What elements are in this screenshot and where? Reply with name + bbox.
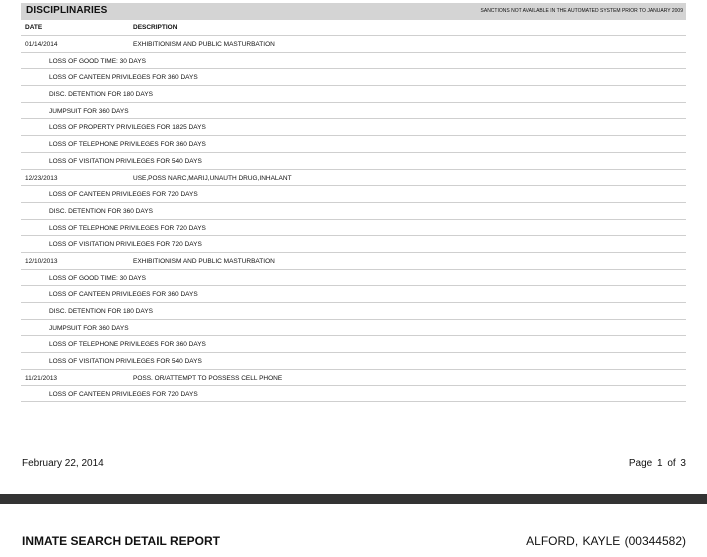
incident-description: EXHIBITIONISM AND PUBLIC MASTURBATION — [133, 41, 275, 48]
incident-description: USE,POSS NARC,MARIJ,UNAUTH DRUG,INHALANT — [133, 174, 292, 182]
sanction-text: DISC. DETENTION FOR 180 DAYS — [49, 308, 153, 315]
incident-row — [21, 369, 686, 386]
sanction-text: LOSS OF CANTEEN PRIVILEGES FOR 360 DAYS — [49, 291, 198, 299]
sanction-text: JUMPSUIT FOR 360 DAYS — [49, 107, 129, 115]
sanction-text: LOSS OF TELEPHONE PRIVILEGES FOR 360 DAYS — [49, 341, 206, 349]
footer-date: February 22, 2014 — [22, 458, 104, 469]
report-title: INMATE SEARCH DETAIL REPORT — [22, 534, 221, 548]
incident-row — [21, 252, 686, 269]
sanction-row — [21, 235, 686, 252]
incident-date: 12/10/2013 — [25, 257, 58, 265]
sanction-text: DISC. DETENTION FOR 180 DAYS — [49, 91, 153, 99]
sanction-text: DISC. DETENTION FOR 360 DAYS — [49, 207, 153, 215]
inmate-name: ALFORD, KAYLE (00344582) — [526, 534, 686, 548]
sanction-text: LOSS OF PROPERTY PRIVILEGES FOR 1825 DAYS — [49, 124, 206, 132]
sanction-text: LOSS OF TELEPHONE PRIVILEGES FOR 720 DAYS — [49, 224, 206, 232]
incident-row — [21, 35, 686, 52]
incident-description: EXHIBITIONISM AND PUBLIC MASTURBATION — [133, 257, 275, 265]
section-header — [21, 3, 686, 20]
sanction-text: LOSS OF CANTEEN PRIVILEGES FOR 720 DAYS — [49, 191, 198, 199]
sanction-row — [21, 118, 686, 135]
sanction-row — [21, 135, 686, 152]
sanction-row — [21, 352, 686, 369]
sanction-text: JUMPSUIT FOR 360 DAYS — [49, 324, 129, 332]
disciplinary-table — [21, 35, 686, 402]
incident-date: 01/14/2014 — [25, 41, 58, 48]
sanction-row — [21, 335, 686, 352]
sanction-text: LOSS OF CANTEEN PRIVILEGES FOR 360 DAYS — [49, 74, 198, 82]
incident-description: POSS. OR/ATTEMPT TO POSSESS CELL PHONE — [133, 374, 283, 382]
sanction-row — [21, 152, 686, 169]
incident-date: 12/23/2013 — [25, 174, 58, 182]
section-title: DISCIPLINARIES — [26, 5, 108, 16]
sanction-text: LOSS OF VISITATION PRIVILEGES FOR 720 DAYS — [49, 241, 202, 249]
sanction-row — [21, 269, 686, 286]
sanction-text: LOSS OF GOOD TIME: 30 DAYS — [49, 274, 146, 282]
sanctions-note: SANCTIONS NOT AVAILABLE IN THE AUTOMATED SYSTEM PRIOR TO JANUARY 2009 — [480, 8, 683, 14]
sanction-row — [21, 285, 686, 302]
date-column-header: DATE — [25, 24, 43, 31]
sanction-row — [21, 385, 686, 402]
sanction-text: LOSS OF VISITATION PRIVILEGES FOR 540 DAYS — [49, 157, 202, 165]
sanction-row — [21, 319, 686, 336]
description-column-header: DESCRIPTION — [133, 24, 178, 31]
sanction-row — [21, 302, 686, 319]
sanction-row — [21, 85, 686, 102]
sanction-row — [21, 68, 686, 85]
page-separator — [0, 494, 707, 504]
incident-row — [21, 169, 686, 186]
sanction-row — [21, 202, 686, 219]
sanction-text: LOSS OF GOOD TIME: 30 DAYS — [49, 57, 146, 65]
sanction-text: LOSS OF TELEPHONE PRIVILEGES FOR 360 DAYS — [49, 141, 206, 149]
sanction-text: LOSS OF CANTEEN PRIVILEGES FOR 720 DAYS — [49, 391, 198, 399]
sanction-row — [21, 219, 686, 236]
page-number: Page 1 of 3 — [628, 458, 686, 469]
sanction-row — [21, 52, 686, 69]
sanction-row — [21, 185, 686, 202]
sanction-row — [21, 102, 686, 119]
sanction-text: LOSS OF VISITATION PRIVILEGES FOR 540 DAYS — [49, 358, 202, 366]
incident-date: 11/21/2013 — [25, 374, 58, 382]
